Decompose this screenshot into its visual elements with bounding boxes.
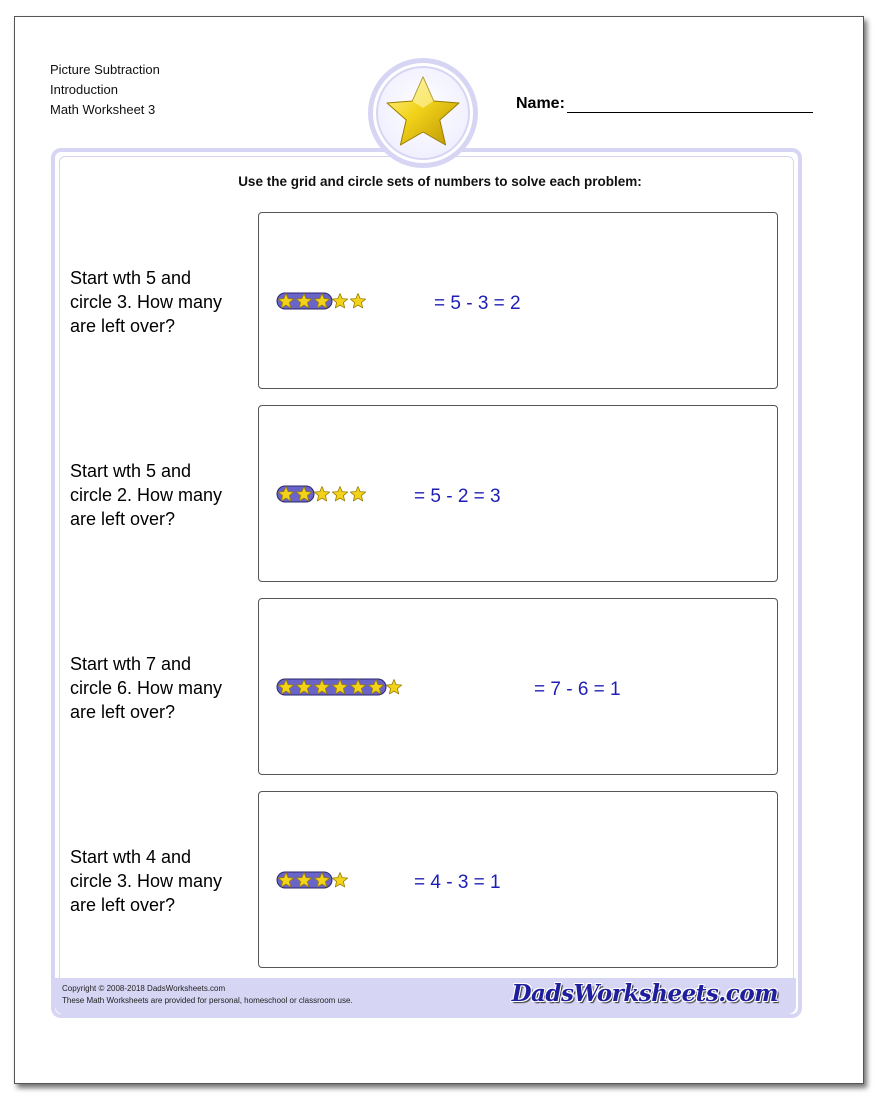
star-row: [276, 484, 370, 504]
usage-notice: These Math Worksheets are provided for personal, homeschool or classroom use.: [62, 996, 353, 1005]
problem-text-line: circle 3. How many: [70, 871, 223, 891]
star-group: [276, 484, 370, 504]
answer-equation: = 7 - 6 = 1: [534, 679, 621, 700]
problem-text-line: are left over?: [70, 702, 176, 722]
star-group: [276, 677, 406, 697]
problem-text: [70, 845, 260, 917]
instructions: Use the grid and circle sets of numbers to solve each problem:: [238, 174, 642, 189]
answer-box[interactable]: [258, 598, 778, 775]
copyright-text: [62, 983, 353, 1007]
star-logo-icon: [366, 56, 480, 170]
problem-text-line: circle 3. How many: [70, 292, 223, 312]
problem-text: [70, 266, 260, 338]
star-row: [276, 870, 352, 890]
copyright-line: Copyright © 2008-2018 DadsWorksheets.com: [62, 984, 226, 993]
star-group: [276, 291, 370, 311]
name-field[interactable]: [516, 94, 813, 113]
problem-text-line: are left over?: [70, 509, 176, 529]
star-icon: [350, 294, 365, 308]
footer: [55, 978, 796, 1014]
answer-equation: = 5 - 2 = 3: [414, 486, 501, 507]
answer-box[interactable]: [258, 791, 778, 968]
star-icon: [314, 487, 329, 501]
star-icon: [332, 294, 347, 308]
problem-text-line: circle 2. How many: [70, 485, 223, 505]
answer-box[interactable]: [258, 405, 778, 582]
problem-text-line: Start wth 5 and: [70, 268, 192, 288]
problem-text-line: are left over?: [70, 316, 176, 336]
problem-text: [70, 652, 260, 724]
star-icon: [386, 680, 401, 694]
star-row: [276, 677, 406, 697]
star-icon: [332, 873, 347, 887]
problem-text-line: Start wth 5 and: [70, 461, 192, 481]
brand-logo: DadsWorksheets.com: [511, 980, 778, 1007]
star-row: [276, 291, 370, 311]
star-icon: [332, 487, 347, 501]
answer-equation: = 4 - 3 = 1: [414, 872, 501, 893]
star-icon: [350, 487, 365, 501]
star-group: [276, 870, 352, 890]
problem-text-line: Start wth 4 and: [70, 847, 192, 867]
problem-text-line: Start wth 7 and: [70, 654, 192, 674]
name-label: Name:: [516, 95, 565, 112]
worksheet-title: [50, 60, 160, 120]
circled-group-outline: [277, 679, 386, 695]
title-line-1: Picture Subtraction: [50, 62, 160, 77]
title-line-3: Math Worksheet 3: [50, 102, 156, 117]
problem-text: [70, 459, 260, 531]
problem-text-line: are left over?: [70, 895, 176, 915]
name-line[interactable]: [567, 94, 813, 113]
title-line-2: Introduction: [50, 82, 118, 97]
answer-equation: = 5 - 3 = 2: [434, 293, 521, 314]
answer-box[interactable]: [258, 212, 778, 389]
problem-text-line: circle 6. How many: [70, 678, 223, 698]
